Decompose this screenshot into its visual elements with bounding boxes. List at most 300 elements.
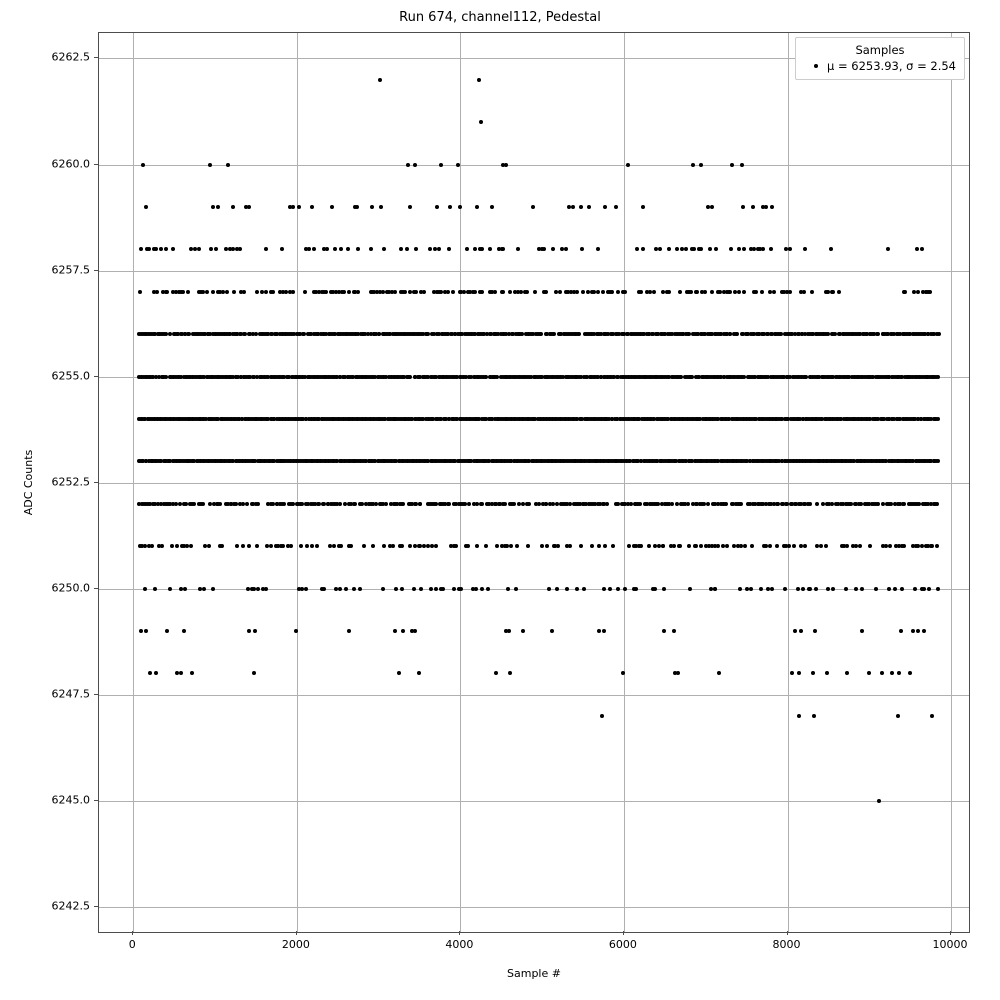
data-point — [752, 247, 756, 251]
data-point — [508, 671, 512, 675]
data-point — [826, 587, 830, 591]
data-point — [197, 247, 201, 251]
data-point — [322, 587, 326, 591]
data-point — [858, 544, 862, 548]
data-point — [551, 502, 555, 506]
data-point — [458, 205, 462, 209]
data-point — [760, 290, 764, 294]
data-point — [684, 247, 688, 251]
data-point — [845, 544, 849, 548]
data-point — [687, 544, 691, 548]
data-point — [812, 714, 816, 718]
data-point — [590, 544, 594, 548]
x-tick-mark — [950, 931, 951, 935]
data-point — [264, 587, 268, 591]
gridline-horizontal — [99, 695, 969, 696]
data-point — [209, 247, 213, 251]
data-point — [819, 544, 823, 548]
data-point — [330, 205, 334, 209]
data-point — [880, 671, 884, 675]
data-point — [418, 502, 422, 506]
data-point — [501, 247, 505, 251]
data-point — [750, 544, 754, 548]
data-point — [405, 247, 409, 251]
data-point — [139, 629, 143, 633]
data-point — [603, 205, 607, 209]
x-tick-label: 10000 — [932, 938, 968, 951]
data-point — [379, 205, 383, 209]
data-point — [342, 290, 346, 294]
data-point — [356, 247, 360, 251]
x-tick-label: 2000 — [281, 938, 310, 951]
data-point — [653, 544, 657, 548]
x-tick-mark — [787, 931, 788, 935]
data-point — [724, 502, 728, 506]
data-point — [463, 502, 467, 506]
data-point — [490, 205, 494, 209]
data-point — [930, 714, 934, 718]
data-point — [922, 587, 926, 591]
legend-entry-label: μ = 6253.93, σ = 2.54 — [827, 59, 956, 73]
data-point — [150, 544, 154, 548]
data-point — [400, 587, 404, 591]
data-point — [647, 544, 651, 548]
data-point — [735, 332, 739, 336]
data-point — [930, 544, 934, 548]
data-point — [517, 502, 521, 506]
y-tick-label: 6252.5 — [51, 475, 90, 488]
data-point — [139, 247, 143, 251]
data-point — [868, 544, 872, 548]
data-point — [201, 502, 205, 506]
data-point — [216, 205, 220, 209]
data-point — [754, 290, 758, 294]
data-point — [602, 587, 606, 591]
data-point — [413, 629, 417, 633]
data-point — [638, 502, 642, 506]
data-point — [466, 544, 470, 548]
y-tick-mark — [94, 57, 98, 58]
data-point — [900, 587, 904, 591]
data-point — [509, 544, 513, 548]
data-point — [312, 247, 316, 251]
data-point — [525, 290, 529, 294]
data-point — [903, 290, 907, 294]
data-point — [456, 163, 460, 167]
data-point — [641, 247, 645, 251]
data-point — [936, 587, 940, 591]
gridline-horizontal — [99, 589, 969, 590]
data-point — [282, 502, 286, 506]
data-point — [626, 163, 630, 167]
data-point — [310, 544, 314, 548]
data-point — [706, 502, 710, 506]
data-point — [143, 587, 147, 591]
data-point — [179, 671, 183, 675]
data-point — [154, 671, 158, 675]
data-point — [393, 629, 397, 633]
data-point — [688, 587, 692, 591]
data-point — [381, 587, 385, 591]
data-point — [310, 205, 314, 209]
data-point — [202, 587, 206, 591]
gridline-horizontal — [99, 801, 969, 802]
data-point — [208, 163, 212, 167]
data-point — [322, 502, 326, 506]
data-point — [281, 544, 285, 548]
data-point — [247, 205, 251, 209]
data-point — [446, 290, 450, 294]
data-point — [374, 502, 378, 506]
gridline-horizontal — [99, 271, 969, 272]
data-point — [159, 247, 163, 251]
data-point — [555, 587, 559, 591]
data-point — [358, 587, 362, 591]
data-point — [255, 290, 259, 294]
data-point — [412, 587, 416, 591]
data-point — [936, 375, 940, 379]
data-point — [582, 587, 586, 591]
data-point — [597, 629, 601, 633]
data-point — [168, 587, 172, 591]
x-tick-mark — [296, 931, 297, 935]
data-point — [419, 587, 423, 591]
data-point — [814, 587, 818, 591]
data-point — [662, 587, 666, 591]
data-point — [514, 587, 518, 591]
data-point — [413, 163, 417, 167]
y-tick-label: 6247.5 — [51, 687, 90, 700]
data-point — [264, 247, 268, 251]
data-point — [245, 502, 249, 506]
data-point — [154, 247, 158, 251]
legend-marker-icon — [814, 64, 818, 68]
data-point — [545, 544, 549, 548]
data-point — [473, 247, 477, 251]
data-point — [526, 544, 530, 548]
data-point — [382, 544, 386, 548]
data-point — [225, 290, 229, 294]
data-point — [400, 544, 404, 548]
data-point — [556, 544, 560, 548]
x-tick-label: 8000 — [772, 938, 801, 951]
data-point — [384, 502, 388, 506]
x-tick-mark — [132, 931, 133, 935]
data-point — [484, 544, 488, 548]
y-tick-label: 6245.0 — [51, 793, 90, 806]
data-point — [408, 205, 412, 209]
data-point — [725, 544, 729, 548]
x-tick-label: 4000 — [445, 938, 474, 951]
data-point — [935, 502, 939, 506]
data-point — [641, 205, 645, 209]
data-point — [550, 629, 554, 633]
data-point — [922, 629, 926, 633]
data-point — [837, 290, 841, 294]
data-point — [801, 587, 805, 591]
data-point — [554, 290, 558, 294]
data-point — [408, 544, 412, 548]
data-point — [658, 247, 662, 251]
y-tick-label: 6262.5 — [51, 50, 90, 64]
data-point — [936, 417, 940, 421]
data-point — [761, 247, 765, 251]
data-point — [542, 247, 546, 251]
data-point — [699, 163, 703, 167]
data-point — [575, 587, 579, 591]
data-point — [729, 247, 733, 251]
y-tick-mark — [94, 270, 98, 271]
data-point — [867, 671, 871, 675]
data-point — [338, 502, 342, 506]
data-point — [692, 247, 696, 251]
data-point — [721, 544, 725, 548]
data-point — [740, 163, 744, 167]
data-point — [495, 544, 499, 548]
data-point — [346, 247, 350, 251]
data-point — [516, 247, 520, 251]
data-point — [825, 671, 829, 675]
data-point — [214, 247, 218, 251]
data-point — [501, 290, 505, 294]
y-tick-mark — [94, 906, 98, 907]
data-point — [347, 629, 351, 633]
data-point — [608, 587, 612, 591]
data-point — [315, 544, 319, 548]
data-point — [564, 247, 568, 251]
data-point — [797, 671, 801, 675]
data-point — [256, 587, 260, 591]
data-point — [253, 629, 257, 633]
data-point — [670, 502, 674, 506]
data-point — [802, 290, 806, 294]
data-point — [473, 290, 477, 294]
data-point — [189, 544, 193, 548]
data-point — [695, 290, 699, 294]
data-point — [493, 290, 497, 294]
data-point — [596, 247, 600, 251]
y-tick-label: 6255.0 — [51, 369, 90, 382]
data-point — [291, 290, 295, 294]
data-point — [571, 205, 575, 209]
data-point — [759, 587, 763, 591]
data-point — [429, 587, 433, 591]
data-point — [742, 290, 746, 294]
data-point — [504, 163, 508, 167]
data-point — [616, 587, 620, 591]
data-point — [689, 290, 693, 294]
x-tick-label: 0 — [128, 938, 136, 951]
data-point — [896, 714, 900, 718]
data-point — [452, 587, 456, 591]
data-point — [602, 629, 606, 633]
data-point — [435, 205, 439, 209]
data-point — [768, 290, 772, 294]
data-point — [913, 587, 917, 591]
data-point — [422, 290, 426, 294]
data-point — [824, 544, 828, 548]
data-point — [417, 671, 421, 675]
data-point — [269, 544, 273, 548]
data-point — [616, 290, 620, 294]
data-point — [874, 587, 878, 591]
data-point — [181, 290, 185, 294]
data-point — [686, 502, 690, 506]
data-point — [235, 544, 239, 548]
data-point — [893, 587, 897, 591]
gridline-horizontal — [99, 907, 969, 908]
data-point — [401, 502, 405, 506]
data-point — [699, 544, 703, 548]
data-point — [568, 544, 572, 548]
data-point — [694, 544, 698, 548]
data-point — [153, 587, 157, 591]
data-point — [512, 502, 516, 506]
plot-area — [98, 32, 970, 933]
data-point — [193, 247, 197, 251]
data-point — [378, 78, 382, 82]
data-point — [710, 205, 714, 209]
data-point — [182, 629, 186, 633]
data-point — [623, 587, 627, 591]
data-point — [815, 502, 819, 506]
data-point — [831, 290, 835, 294]
data-point — [627, 544, 631, 548]
data-point — [264, 290, 268, 294]
data-point — [207, 544, 211, 548]
data-point — [887, 587, 891, 591]
data-point — [916, 290, 920, 294]
data-point — [305, 544, 309, 548]
data-point — [401, 629, 405, 633]
data-point — [676, 671, 680, 675]
data-point — [218, 502, 222, 506]
data-point — [935, 544, 939, 548]
data-point — [370, 205, 374, 209]
legend-title: Samples — [855, 43, 905, 57]
data-point — [344, 587, 348, 591]
data-point — [703, 290, 707, 294]
data-point — [639, 544, 643, 548]
data-point — [332, 544, 336, 548]
data-point — [428, 247, 432, 251]
data-point — [614, 205, 618, 209]
data-point — [770, 587, 774, 591]
data-point — [788, 247, 792, 251]
data-point — [220, 544, 224, 548]
data-point — [764, 205, 768, 209]
data-point — [876, 502, 880, 506]
data-point — [480, 502, 484, 506]
data-point — [678, 290, 682, 294]
data-point — [294, 629, 298, 633]
data-point — [787, 544, 791, 548]
data-point — [414, 247, 418, 251]
data-point — [234, 502, 238, 506]
data-point — [687, 332, 691, 336]
y-tick-mark — [94, 482, 98, 483]
data-point — [391, 544, 395, 548]
data-point — [155, 290, 159, 294]
data-point — [565, 587, 569, 591]
data-point — [147, 247, 151, 251]
data-point — [739, 502, 743, 506]
data-point — [916, 629, 920, 633]
data-point — [667, 290, 671, 294]
data-point — [886, 247, 890, 251]
data-point — [803, 247, 807, 251]
data-point — [165, 290, 169, 294]
data-point — [558, 290, 562, 294]
data-point — [506, 587, 510, 591]
data-point — [751, 205, 755, 209]
data-point — [304, 587, 308, 591]
data-point — [138, 290, 142, 294]
data-point — [916, 544, 920, 548]
data-point — [475, 205, 479, 209]
x-tick-mark — [459, 931, 460, 935]
data-point — [902, 502, 906, 506]
data-point — [369, 247, 373, 251]
data-point — [899, 629, 903, 633]
data-point — [494, 671, 498, 675]
data-point — [672, 544, 676, 548]
data-point — [486, 587, 490, 591]
data-point — [743, 544, 747, 548]
data-point — [611, 544, 615, 548]
data-point — [231, 247, 235, 251]
data-point — [474, 587, 478, 591]
data-point — [190, 671, 194, 675]
data-point — [911, 629, 915, 633]
data-point — [560, 247, 564, 251]
data-point — [581, 290, 585, 294]
legend — [795, 37, 965, 80]
data-point — [480, 587, 484, 591]
data-point — [242, 290, 246, 294]
data-point — [393, 290, 397, 294]
data-point — [297, 205, 301, 209]
y-tick-label: 6242.5 — [51, 899, 90, 913]
data-point — [175, 544, 179, 548]
data-point — [299, 544, 303, 548]
data-point — [451, 290, 455, 294]
data-point — [575, 290, 579, 294]
data-point — [252, 671, 256, 675]
data-point — [667, 247, 671, 251]
page-title: Run 674, channel112, Pedestal — [399, 10, 601, 25]
data-point — [355, 205, 359, 209]
data-point — [255, 544, 259, 548]
data-point — [775, 544, 779, 548]
data-point — [241, 544, 245, 548]
data-point — [860, 629, 864, 633]
data-point — [699, 247, 703, 251]
data-point — [144, 629, 148, 633]
data-point — [371, 544, 375, 548]
data-point — [737, 247, 741, 251]
data-point — [772, 290, 776, 294]
data-point — [877, 799, 881, 803]
data-point — [937, 332, 941, 336]
data-point — [749, 587, 753, 591]
y-tick-mark — [94, 694, 98, 695]
data-point — [465, 247, 469, 251]
data-point — [737, 290, 741, 294]
data-point — [211, 290, 215, 294]
data-point — [394, 587, 398, 591]
data-point — [888, 544, 892, 548]
